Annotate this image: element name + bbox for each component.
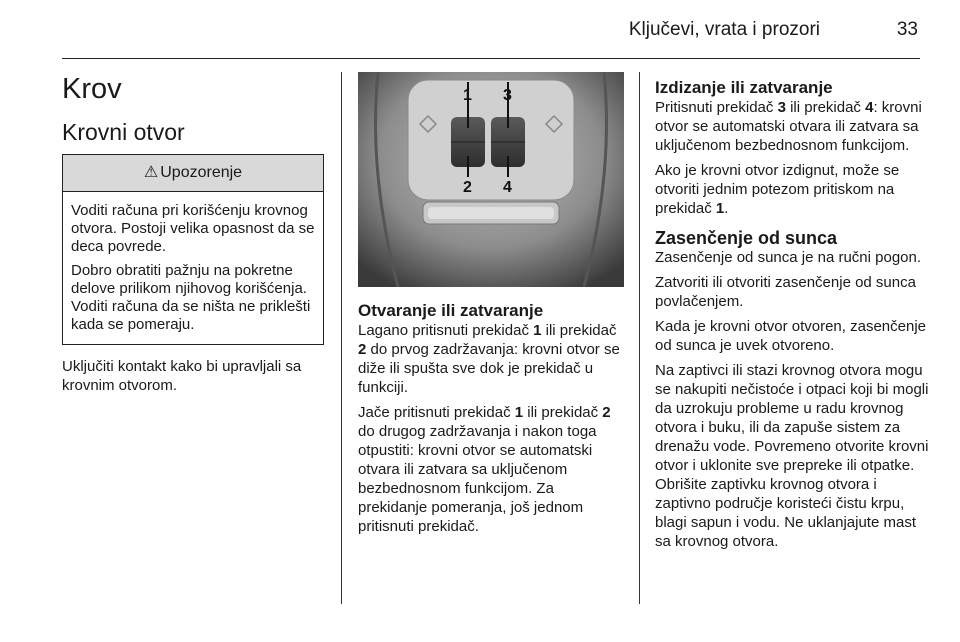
subheading: Izdizanje ili zatvaranje xyxy=(655,78,833,97)
column-1 xyxy=(62,72,324,401)
column-divider xyxy=(341,72,342,604)
subheading: Otvaranje ili zatvaranje xyxy=(358,301,544,320)
page-number: 33 xyxy=(896,19,918,40)
paragraph: Pritisnuti prekidač 3 ili prekidač 4: krovni otvor se automatski otvara ili zatvara sa uključenom bezbednosnom funkcijom. xyxy=(655,99,922,154)
paragraph: Jače pritisnuti prekidač 1 ili prekidač 2 do drugog zadržavanja i nakon toga otpustiti: krovni otvor se automatski otvara ili zatvara sa uključenom bezbednosnom funkcijom. Za prekidanje pomeranja, još jednom pritisnuti prekidač. xyxy=(358,404,611,535)
warning-box xyxy=(62,154,324,345)
section-title: Krov xyxy=(62,73,122,105)
column-divider xyxy=(639,72,640,604)
paragraph: Uključiti kontakt kako bi upravljali sa krovnim otvorom. xyxy=(62,358,302,394)
callout-label-1: 1 xyxy=(463,87,472,104)
subheading: Zasenčenje od sunca xyxy=(655,228,838,248)
callout-label-3: 3 xyxy=(503,87,512,104)
paragraph: Zatvoriti ili otvoriti zasenčenje od sunca povlačenjem. xyxy=(655,274,916,310)
warning-header xyxy=(63,155,323,192)
paragraph: Ako je krovni otvor izdignut, može se otvoriti jednim potezom pritiskom na prekidač 1. xyxy=(655,162,900,217)
header-title: Ključevi, vrata i prozori xyxy=(628,19,820,40)
subsection-title: Krovni otvor xyxy=(62,119,185,145)
warning-triangle-icon: ⚠ xyxy=(143,164,159,181)
column-2 xyxy=(358,72,624,542)
sunroof-switch-drawing xyxy=(358,72,624,287)
paragraph: Lagano pritisnuti prekidač 1 ili prekidač 2 do prvog zadržavanja: krovni otvor se diže ili spušta sve dok je prekidač u funkciji. xyxy=(358,322,620,396)
callout-label-4: 4 xyxy=(503,179,512,196)
warning-paragraph: Dobro obratiti pažnju na pokretne delove prilikom njihovog korišćenja. Voditi računa da se ništa ne priklešti kada se pomeraju. xyxy=(71,262,311,333)
callout-label-2: 2 xyxy=(463,179,472,196)
warning-title: Upozorenje xyxy=(160,164,243,181)
warning-body xyxy=(63,192,323,344)
paragraph: Zasenčenje od sunca je na ručni pogon. xyxy=(655,249,922,266)
paragraph: Kada je krovni otvor otvoren, zasenčenje od sunca je uvek otvoreno. xyxy=(655,318,926,354)
column-3 xyxy=(655,72,930,557)
warning-paragraph: Voditi računa pri korišćenju krovnog otvora. Postoji velika opasnost da se deca povrede. xyxy=(71,202,315,255)
sunroof-switch-illustration xyxy=(358,72,624,287)
paragraph: Na zaptivci ili stazi krovnog otvora mogu se nakupiti nečistoće i otpaci koji bi mogli da uzrokuju probleme u radu krovnog otvora i buku, ili da zapuše sistem za drenažu vode. Povremeno otvorite krovni otvor i uklonite sve prepreke ili otpatke. Obrišite zaptivku krovnog otvora i zaptivno područje koristeći čistu krpu, blagi sapun i vodu. Ne uklanjajute mast sa krovnog otvora. xyxy=(655,362,929,550)
page-header xyxy=(62,0,920,59)
